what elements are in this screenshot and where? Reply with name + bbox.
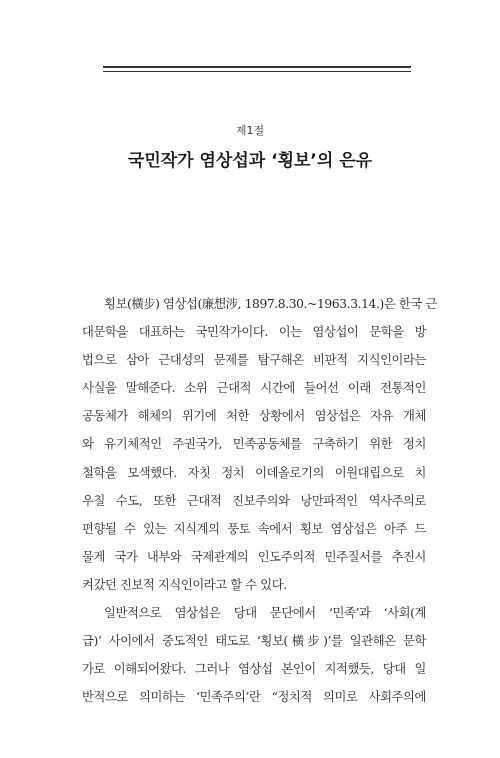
text-line: 와 유기체적인 주권국가, 민족공동체를 구축하기 위한 정치 bbox=[82, 437, 426, 452]
text-line: 편향될 수 있는 지식계의 풍토 속에서 횡보 염상섭은 아주 드 bbox=[82, 521, 426, 536]
header-rule-thick bbox=[103, 66, 411, 68]
text-line: 공동체가 해체의 위기에 처한 상황에서 염상섭은 자유 개체 bbox=[82, 409, 426, 424]
text-line: 횡보(橫步) 염상섭(廉想涉, 1897.8.30.~1963.3.14.)은 한국 근 bbox=[104, 297, 437, 311]
text-line: 일반적으로 염상섭은 당대 문단에서 ‘민족’과 ‘사회(계 bbox=[104, 606, 426, 621]
body-text bbox=[82, 290, 437, 711]
chapter-title: 국민작가 염상섭과 ‘횡보’의 은유 bbox=[127, 151, 373, 171]
text-line: 물게 국가 내부와 국제관계의 인도주의적 민주질서를 추진시 bbox=[82, 549, 426, 564]
text-line: 켜갔던 진보적 지식인이라고 할 수 있다. bbox=[82, 577, 287, 592]
text-line: 대문학을 대표하는 국민작가이다. 이는 염상섭이 문학을 방 bbox=[82, 325, 426, 340]
text-line: 사실을 말해준다. 소위 근대적 시간에 들어선 이래 전통적인 bbox=[82, 381, 426, 396]
text-line: 반적으로 의미하는 ‘민족주의’란 “정치적 의미로 사회주의에 bbox=[82, 690, 426, 705]
section-label: 제1절 bbox=[235, 124, 265, 137]
text-line: 급)’ 사이에서 중도적인 태도로 ‘횡보(橫步)’를 일관해온 문학 bbox=[82, 634, 426, 649]
paragraph-2 bbox=[82, 599, 426, 711]
text-line: 우칠 수도, 또한 근대적 진보주의와 낭만파적인 역사주의로 bbox=[82, 493, 426, 508]
text-line: 법으로 삼아 근대성의 문제를 탐구해온 비판적 지식인이라는 bbox=[82, 353, 426, 368]
text-line: 가로 이해되어왔다. 그러나 염상섭 본인이 지적했듯, 당대 일 bbox=[82, 662, 426, 677]
paragraph-1 bbox=[82, 290, 437, 599]
text-line: 철학을 모색했다. 자칫 정치 이데올로기의 이원대립으로 치 bbox=[82, 465, 426, 480]
header-rule-thin bbox=[103, 71, 411, 72]
